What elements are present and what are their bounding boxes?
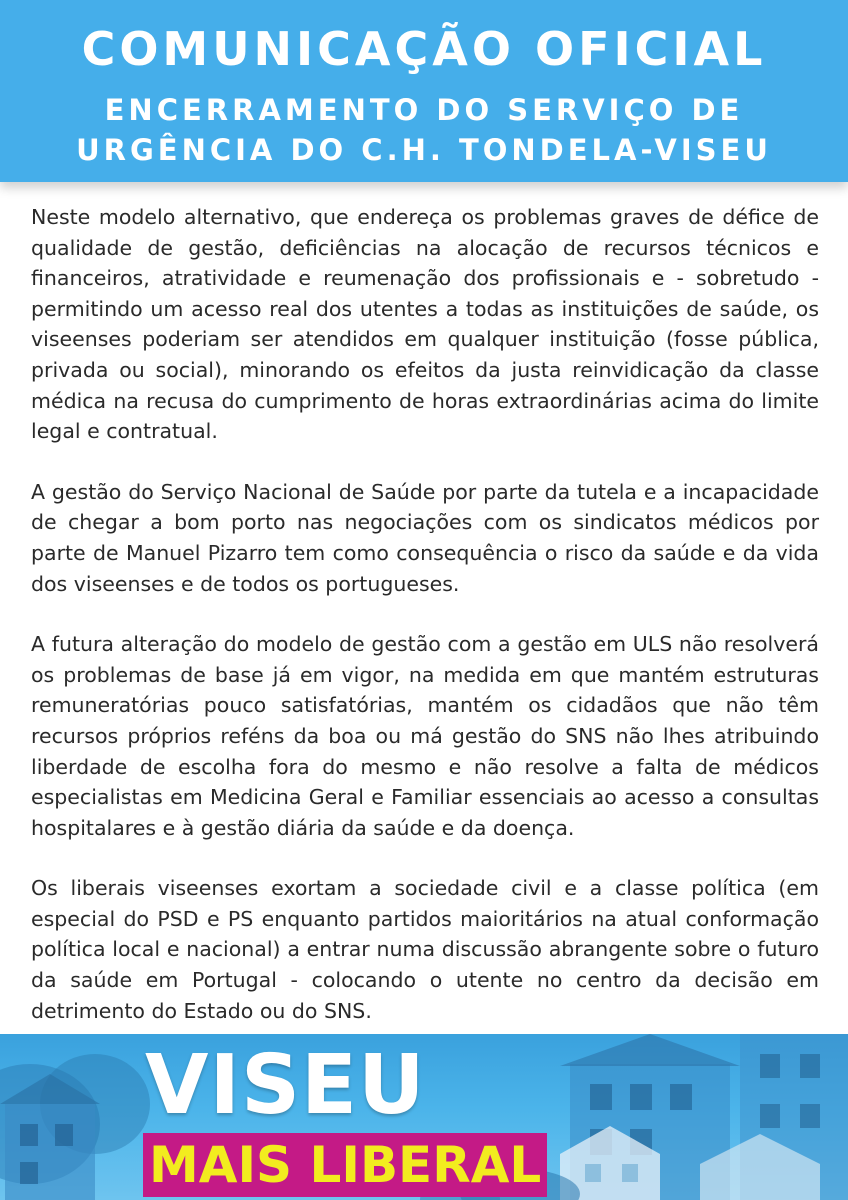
- page-subtitle: [0, 90, 848, 170]
- footer-banner: [0, 1034, 848, 1200]
- subtitle-line-1: ENCERRAMENTO DO SERVIÇO DE: [104, 93, 744, 127]
- statement-body: [31, 202, 819, 1056]
- brand-logo-line-2: MAIS LIBERAL: [143, 1133, 547, 1197]
- subtitle-line-2: URGÊNCIA DO C.H. TONDELA-VISEU: [76, 133, 772, 167]
- brand-logo-line-1: VISEU: [145, 1038, 426, 1133]
- page-title: COMUNICAÇÃO OFICIAL: [81, 22, 767, 76]
- paragraph-4: Os liberais viseenses exortam a sociedade civil e a classe política (em especial do PSD e PS enquanto partidos maioritários na atual conformação política local e nacional) a entrar numa discussão abrangente sobre o futuro da saúde em Portugal - colocando o utente no centro da decisão em detrimento do Estado ou do SNS.: [31, 876, 819, 1023]
- paragraph-2: A gestão do Serviço Nacional de Saúde por parte da tutela e a incapacidade de chegar a bom porto nas negociações com os sindicatos médicos por parte de Manuel Pizarro tem como consequência o risco da saúde e da vida dos viseenses e de todos os portugueses.: [31, 479, 819, 596]
- paragraph-3: A futura alteração do modelo de gestão com a gestão em ULS não resolverá os problemas de base já em vigor, na medida em que mantém estruturas remuneratórias pouco satisfatórias, mantém os cidadãos que não têm recursos próprios reféns da boa ou má gestão do SNS não lhes atribuindo liberdade de escolha fora do mesmo e não resolve a falta de médicos especialistas em Medicina Geral e Familiar essenciais ao acesso a consultas hospitalares e à gestão diária da saúde e da doença.: [31, 632, 819, 840]
- header-banner: [0, 0, 848, 182]
- paragraph-1: Neste modelo alternativo, que endereça os problemas graves de défice de qualidade de gestão, deficiências na alocação de recursos técnicos e financeiros, atratividade e reumenação dos profissionais e - sobretudo - permitindo um acesso real dos utentes a todas as instituições de saúde, os viseenses poderiam ser atendidos em qualquer instituição (fosse pública, privada ou social), minorando os efeitos da justa reinvidicação da classe médica na recusa do cumprimento de horas extraordinárias acima do limite legal e contratual.: [31, 205, 819, 444]
